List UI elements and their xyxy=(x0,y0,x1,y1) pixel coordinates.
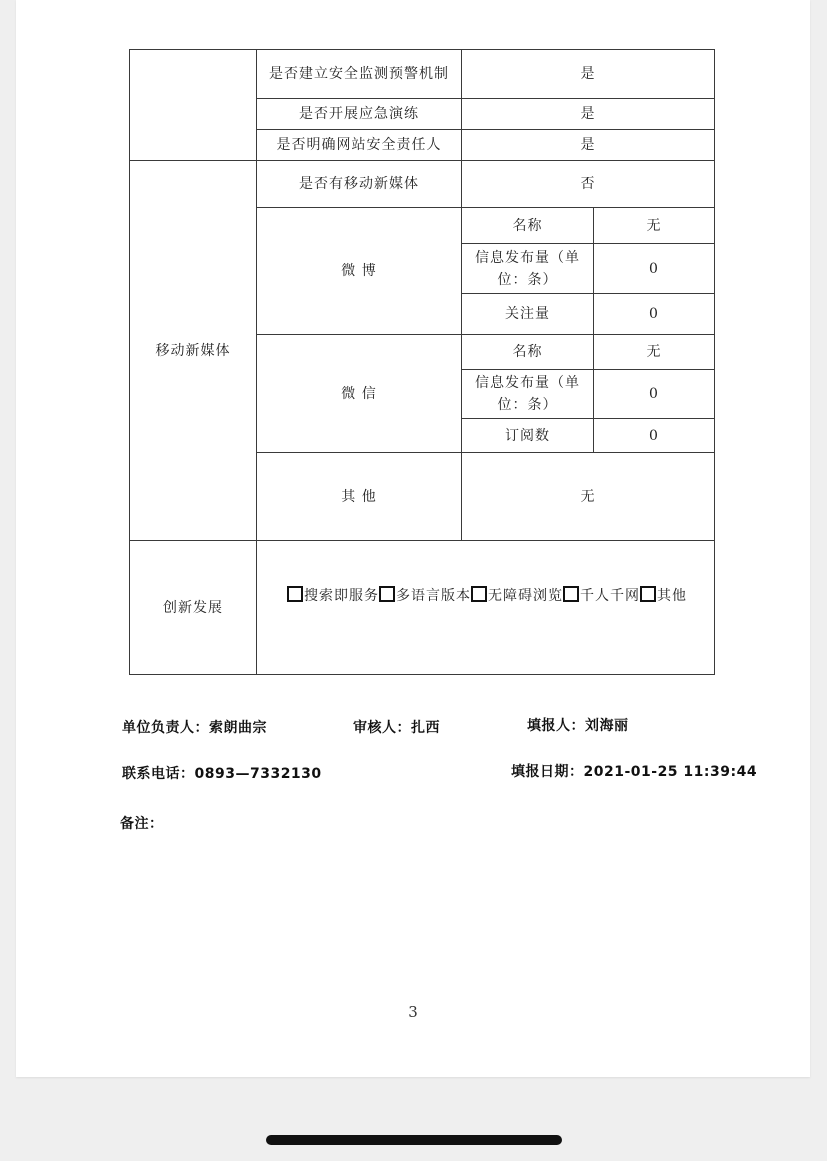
weixin-posts-label: 信息发布量（单位：条） xyxy=(462,370,594,419)
weixin-name-label: 名称 xyxy=(462,335,594,370)
remarks: 备注： xyxy=(120,816,164,832)
monitor-warning-label: 是否建立安全监测预警机制 xyxy=(257,50,462,99)
mobile-media-group-label: 移动新媒体 xyxy=(130,161,257,541)
innovation-label: 创新发展 xyxy=(130,541,257,675)
option-multilingual: 多语言版本 xyxy=(396,588,471,604)
home-indicator[interactable] xyxy=(266,1135,562,1145)
checkbox-icon[interactable] xyxy=(287,586,303,602)
weibo-name-value: 无 xyxy=(594,208,715,244)
checkbox-icon[interactable] xyxy=(640,586,656,602)
weibo-follow-value: 0 xyxy=(594,294,715,335)
weixin-name-value: 无 xyxy=(594,335,715,370)
innovation-options xyxy=(257,541,715,675)
option-search-service: 搜索即服务 xyxy=(304,588,379,604)
weibo-posts-value: 0 xyxy=(594,244,715,294)
filler: 填报人：刘海丽 xyxy=(527,718,629,734)
checkbox-icon[interactable] xyxy=(471,586,487,602)
fill-date: 填报日期：2021-01-25 11:39:44 xyxy=(511,764,758,780)
weibo-label: 微 博 xyxy=(257,208,462,335)
security-group-cell xyxy=(130,50,257,161)
page-number: 3 xyxy=(408,1003,418,1021)
weixin-label: 微 信 xyxy=(257,335,462,453)
drill-label: 是否开展应急演练 xyxy=(257,99,462,130)
security-owner-value: 是 xyxy=(462,130,715,161)
option-accessibility: 无障碍浏览 xyxy=(488,588,563,604)
weixin-posts-value: 0 xyxy=(594,370,715,419)
weixin-subscribers-value: 0 xyxy=(594,419,715,453)
option-personalized: 千人千网 xyxy=(580,588,640,604)
contact-phone: 联系电话：0893—7332130 xyxy=(122,766,322,782)
document-page xyxy=(16,0,810,1077)
security-owner-label: 是否明确网站安全责任人 xyxy=(257,130,462,161)
monitor-warning-value: 是 xyxy=(462,50,715,99)
other-label: 其 他 xyxy=(257,453,462,541)
checkbox-icon[interactable] xyxy=(379,586,395,602)
unit-leader: 单位负责人：索朗曲宗 xyxy=(122,720,267,736)
report-table xyxy=(129,49,715,675)
weixin-subscribers-label: 订阅数 xyxy=(462,419,594,453)
drill-value: 是 xyxy=(462,99,715,130)
has-mobile-media-label: 是否有移动新媒体 xyxy=(257,161,462,208)
option-other: 其他 xyxy=(657,588,687,604)
weibo-follow-label: 关注量 xyxy=(462,294,594,335)
weibo-name-label: 名称 xyxy=(462,208,594,244)
reviewer: 审核人：扎西 xyxy=(353,720,440,736)
weibo-posts-label: 信息发布量（单位：条） xyxy=(462,244,594,294)
checkbox-icon[interactable] xyxy=(563,586,579,602)
has-mobile-media-value: 否 xyxy=(462,161,715,208)
other-value: 无 xyxy=(462,453,715,541)
